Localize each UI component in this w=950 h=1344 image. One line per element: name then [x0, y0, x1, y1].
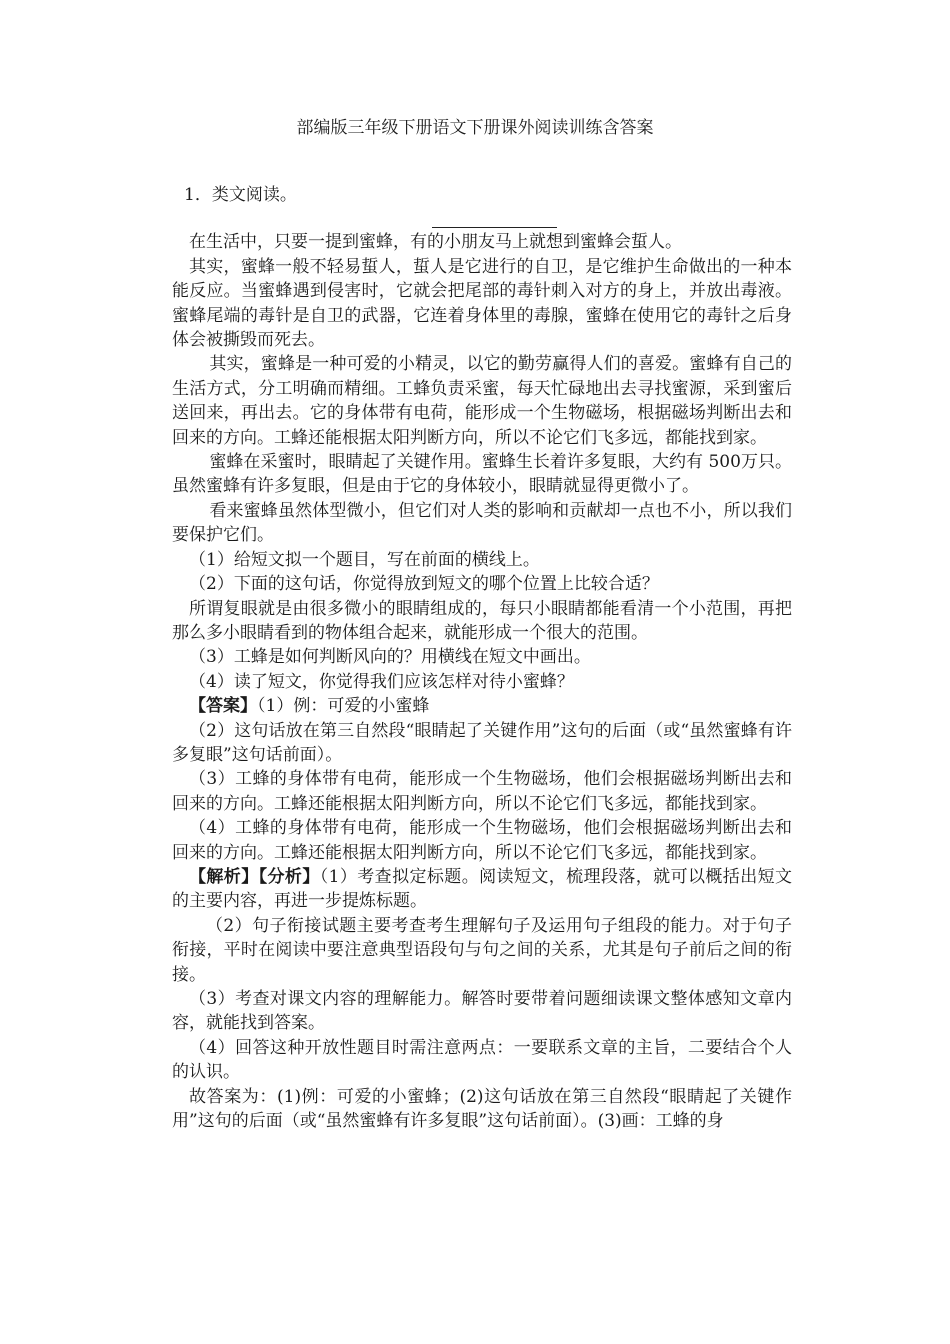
answer-4: （4）工蜂的身体带有电荷，能形成一个生物磁场，他们会根据磁场判断出去和回来的方向。工蜂还能根据太阳判断方向，所以不论它们飞多远，都能找到家。	[172, 818, 792, 863]
question-4: （4）读了短文，你觉得我们应该怎样对待小蜜蜂？	[189, 671, 574, 692]
answer-1: 【答案】（1）例：可爱的小蜜蜂	[189, 696, 430, 717]
paragraph-4: 蜜蜂在采蜜时，眼睛起了关键作用。蜜蜂生长着许多复眼，大约有 500万只。虽然蜜蜂有许多复眼，但是由于它的身体较小，眼睛就显得更微小了。	[172, 452, 792, 497]
question-2-sentence: 所谓复眼就是由很多微小的眼睛组成的，每只小眼睛都能看清一个小范围，再把那么多小眼睛看到的物体组合起来，就能形成一个很大的范围。	[172, 598, 792, 643]
document-title: 部编版三年级下册语文下册课外阅读训练含答案	[296, 118, 654, 138]
title-blank-area	[172, 207, 792, 230]
title-blank-line	[432, 227, 557, 228]
paragraph-2: 其实，蜜蜂一般不轻易蜇人，蜇人是它进行的自卫，是它维护生命做出的一种本能反应。当蜜蜂遇到侵害时，它就会把尾部的毒针刺入对方的身上，并放出毒液。蜜蜂尾端的毒针是自卫的武器，它连着身体里的毒腺，蜜蜂在使用它的毒针之后身体会被撕毁而死去。	[172, 256, 792, 351]
conclusion: 故答案为：(1)例：可爱的小蜜蜂；(2)这句话放在第三自然段“眼睛起了关键作用”这句的后面（或“虽然蜜蜂有许多复眼”这句话前面）。(3)画：工蜂的身	[172, 1086, 792, 1132]
question-2: （2）下面的这句话，你觉得放到短文的哪个位置上比较合适？	[189, 574, 659, 595]
paragraph-3: 其实，蜜蜂是一种可爱的小精灵，以它的勤劳赢得人们的喜爱。蜜蜂有自己的生活方式，分工明确而精细。工蜂负责采蜜，每天忙碌地出去寻找蜜源，采到蜜后送回来，再出去。它的身体带有电荷，能形成一个生物磁场，根据磁场判断出去和回来的方向。工蜂还能根据太阳判断方向，所以不论它们飞多远，都能找到家。	[172, 354, 792, 448]
answer-3: （3）工蜂的身体带有电荷，能形成一个生物磁场，他们会根据磁场判断出去和回来的方向。工蜂还能根据太阳判断方向，所以不论它们飞多远，都能找到家。	[172, 769, 792, 814]
analysis-4: （4）回答这种开放性题目时需注意两点：一要联系文章的主旨，二要结合个人的认识。	[172, 1037, 792, 1083]
paragraph-5: 看来蜜蜂虽然体型微小，但它们对人类的影响和贡献却一点也不小，所以我们要保护它们。	[172, 500, 792, 546]
analysis-3: （3）考查对课文内容的理解能力。解答时要带着问题细读课文整体感知文章内容，就能找到答案。	[172, 989, 792, 1034]
question-1: （1）给短文拟一个题目，写在前面的横线上。	[189, 549, 540, 570]
analysis-2: （2）句子衔接试题主要考查考生理解句子及运用句子组段的能力。对于句子衔接，平时在阅读中要注意典型语段句与句之间的关系，尤其是句子前后之间的衔接。	[172, 915, 792, 985]
question-heading: 1．类文阅读。	[184, 185, 297, 205]
question-3: （3）工蜂是如何判断风向的？用横线在短文中画出。	[189, 647, 591, 668]
analysis-1: 【解析】【分析】（1）考查拟定标题。阅读短文，梳理段落，就可以概括出短文的主要内容，再进一步提炼标题。	[172, 866, 792, 912]
answer-label: 【答案】	[189, 696, 257, 717]
document-body	[172, 183, 792, 1133]
paragraph-1: 在生活中，只要一提到蜜蜂，有的小朋友马上就想到蜜蜂会蜇人。	[189, 232, 682, 253]
answer-2: （2）这句话放在第三自然段“眼睛起了关键作用”这句的后面（或“虽然蜜蜂有许多复眼”这句话前面）。	[172, 720, 792, 765]
analysis-label: 【解析】【分析】	[189, 866, 320, 887]
